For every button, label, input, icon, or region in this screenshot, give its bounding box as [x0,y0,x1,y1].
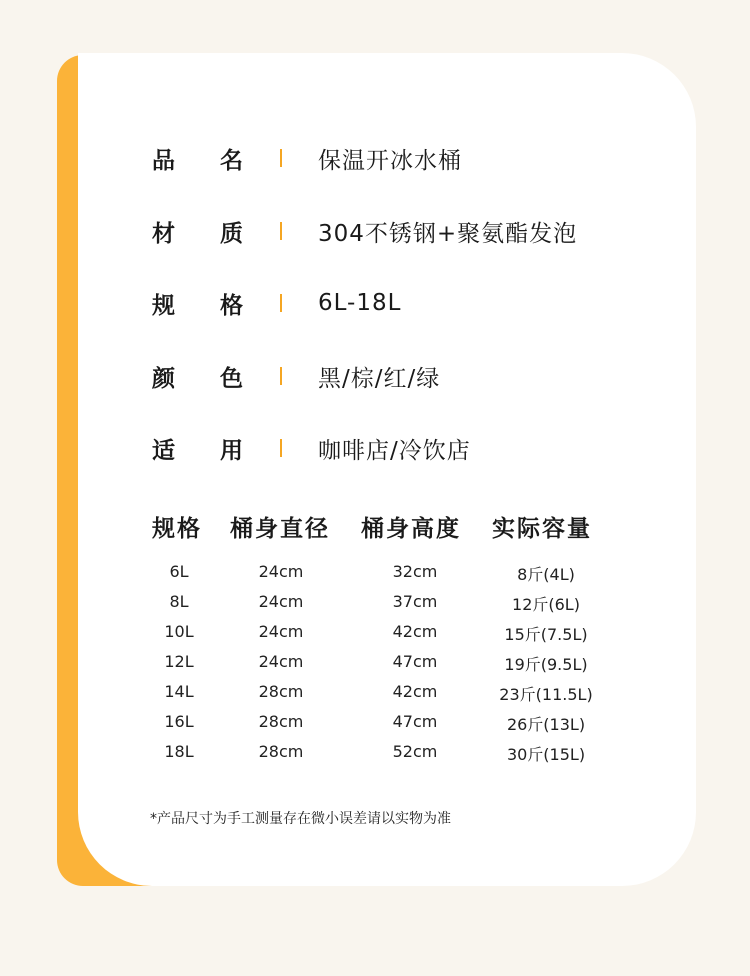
spec-separator [280,149,282,167]
cell-size: 16L [164,712,194,731]
cell-height: 42cm [392,682,438,701]
cell-capacity: 12斤(6L) [512,595,580,614]
spec-value: 咖啡店/冷饮店 [318,437,471,464]
spec-separator [280,439,282,457]
cell-capacity: 26斤(13L) [506,715,586,734]
cell-size: 18L [164,742,194,761]
cell-height: 37cm [392,592,438,611]
cell-height: 47cm [392,652,438,671]
spec-label [152,287,244,320]
cell-height: 52cm [392,742,438,761]
cell-size: 10L [164,622,194,641]
spec-separator [280,294,282,312]
measurement-note: *产品尺寸为手工测量存在微小误差请以实物为准 [150,811,451,827]
cell-diameter: 24cm [258,652,304,671]
spec-separator [280,367,282,385]
table-header-height: 桶身高度 [361,515,461,542]
spec-separator [280,222,282,240]
spec-label [152,360,244,393]
spec-value: 黑/棕/红/绿 [318,365,441,392]
spec-row-name [152,138,652,178]
spec-label-char: 颜 [152,365,176,392]
spec-row-material [152,211,652,251]
spec-label-char: 适 [152,437,176,464]
cell-diameter: 28cm [258,742,304,761]
cell-height: 32cm [392,562,438,581]
cell-capacity: 19斤(9.5L) [504,655,588,674]
cell-capacity: 15斤(7.5L) [504,625,588,644]
spec-label-char: 用 [220,437,244,464]
spec-value: 6L-18L [318,290,402,316]
table-header-size: 规格 [152,515,202,542]
cell-height: 47cm [392,712,438,731]
spec-row-color [152,356,652,396]
spec-label-char: 名 [220,147,244,174]
spec-label-char: 品 [152,147,176,174]
spec-value: 304不锈钢+聚氨酯发泡 [318,220,578,247]
cell-capacity: 30斤(15L) [506,745,586,764]
cell-diameter: 24cm [258,622,304,641]
spec-label-char: 格 [220,292,244,319]
cell-diameter: 28cm [258,712,304,731]
spec-label [152,432,244,465]
table-header-capacity: 实际容量 [492,515,592,542]
table-header-diameter: 桶身直径 [230,515,330,542]
spec-row-usage [152,428,652,468]
cell-capacity: 23斤(11.5L) [499,685,593,704]
cell-size: 6L [169,562,189,581]
cell-diameter: 28cm [258,682,304,701]
cell-height: 42cm [392,622,438,641]
cell-capacity: 8斤(4L) [517,565,575,584]
cell-diameter: 24cm [258,592,304,611]
cell-size: 12L [164,652,194,671]
spec-label [152,142,244,175]
cell-diameter: 24cm [258,562,304,581]
spec-label-char: 材 [152,220,176,247]
spec-label [152,215,244,248]
cell-size: 14L [164,682,194,701]
spec-label-char: 规 [152,292,176,319]
spec-label-char: 质 [220,220,244,247]
spec-label-char: 色 [220,365,244,392]
spec-value: 保温开冰水桶 [318,147,462,174]
cell-size: 8L [169,592,189,611]
spec-row-size [152,283,652,323]
